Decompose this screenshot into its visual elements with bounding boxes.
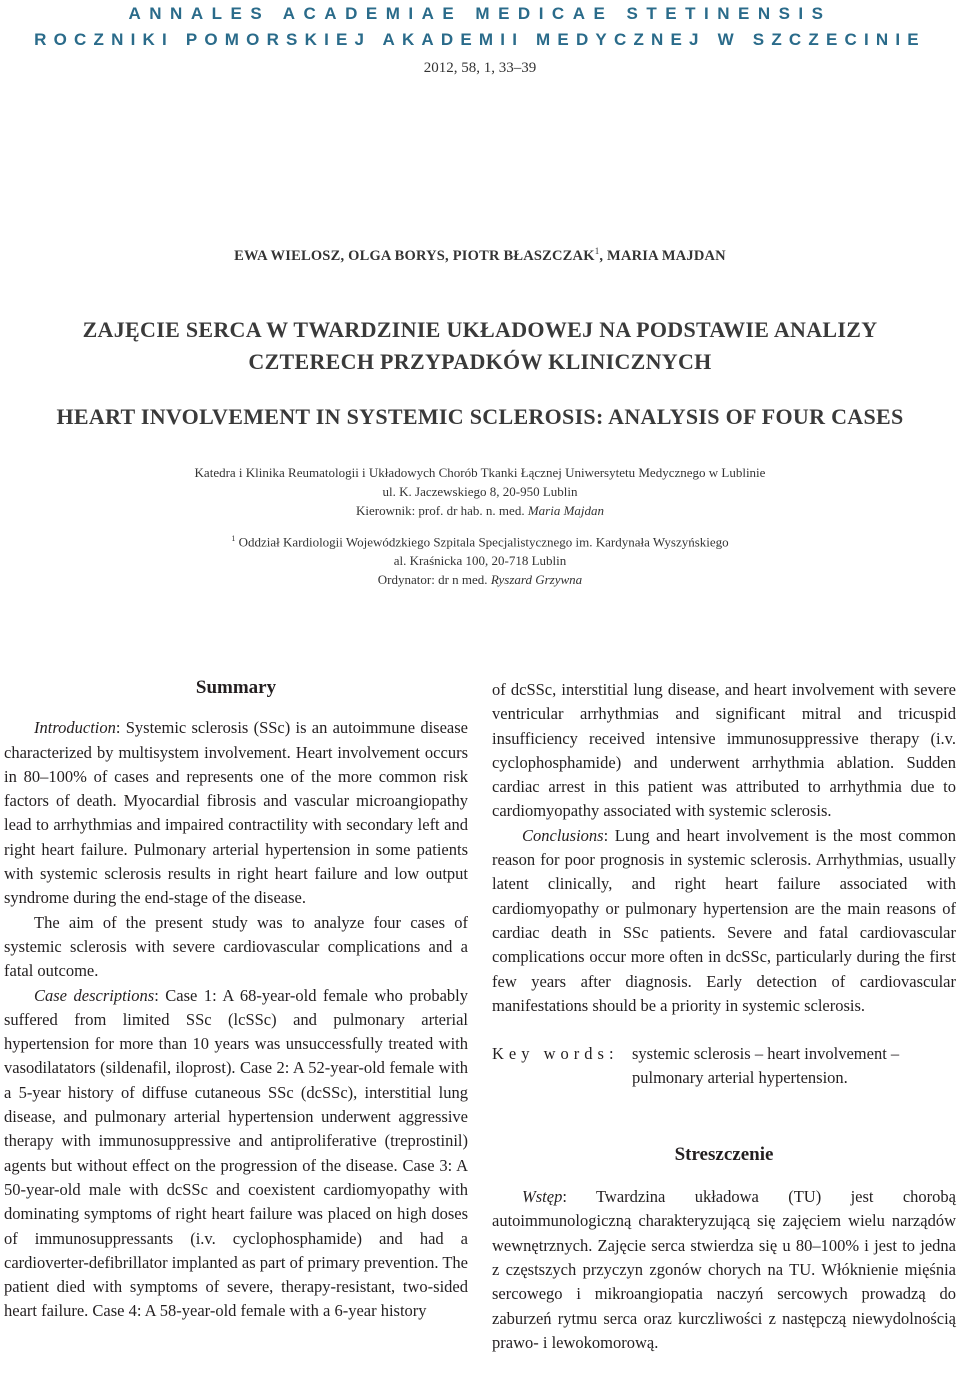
ordynator-title: Ordynator: dr n med. <box>377 572 491 588</box>
right-column <box>492 678 956 1355</box>
authors-part1: EWA WIELOSZ, OLGA BORYS, PIOTR BŁASZCZAK <box>234 247 595 264</box>
keywords <box>492 1042 956 1091</box>
summary-aim: The aim of the present study was to analyze four cases of systemic sclerosis with severe cardiovascular complications and a fatal outcome. <box>4 912 468 981</box>
conclusions-text: : Lung and heart involvement is the most common reason for poor prognosis in systemic sclerosis. Arrhythmias, usually latent clinically, and right heart failure associated with cardiomyopathy or pulmonary hypertension are the main reasons of cardiac death in SSc patients. Severe and fatal cardiovascular complications occur more often in dcSSc, particularly during the first few years after diagnosis. Early detection of cardiovascular manifestations should be a priority in systemic sclerosis. <box>492 825 956 1015</box>
authors-part2: , MARIA MAJDAN <box>599 247 726 264</box>
title-polish-line1: ZAJĘCIE SERCA W TWARDZINIE UKŁADOWEJ NA PODSTAWIE ANALIZY <box>82 317 878 342</box>
title-polish <box>0 314 960 378</box>
keywords-text: systemic sclerosis – heart involvement – pulmonary arterial hypertension. <box>632 1044 900 1088</box>
wstep-text: : Twardzina układowa (TU) jest chorobą autoimmunologiczną charakteryzującą się zajęciem wielu narządów wewnętrznych. Zajęcie serca stwierdza się u 80–100% i jest to jedna z częstszych przyczyn zgonów chorych na TU. Włóknienie mięśnia sercowego i mikroangiopatia naczyń sercowych prowadzą do zaburzeń rytmu serca oraz kurczliwości z następczą niewydolnością prawo- i lewokomorową. <box>492 1187 956 1352</box>
summary-conclusions <box>492 824 956 1018</box>
conclusions-label: Conclusions <box>522 825 604 845</box>
affiliation-primary-line1: Katedra i Klinika Reumatologii i Układowych Chorób Tkanki Łącznej Uniwersytetu Medycznego w Lublinie <box>194 465 766 480</box>
head-title: Kierownik: prof. dr hab. n. med. <box>355 503 528 518</box>
left-column <box>4 676 468 1324</box>
ordynator-name: Ryszard Grzywna <box>490 572 583 588</box>
journal-volume: 2012, 58, 1, 33–39 <box>423 60 537 76</box>
streszczenie-heading: Streszczenie <box>674 1143 774 1165</box>
affiliation-primary-head <box>0 501 960 520</box>
summary-cases-continued: of dcSSc, interstitial lung disease, and heart involvement with severe ventricular arrhythmias and significant mitral and tricuspid insufficiency received intensive immunosuppressive therapy (i.v. cyclophosphamide) and underwent arrhythmia ablation. Sudden cardiac arrest in this patient was attributed to arrhythmia due to cardiomyopathy associated with systemic sclerosis. <box>492 680 956 821</box>
journal-title-polish: ROCZNIKI POMORSKIEJ AKADEMII MEDYCZNEJ W SZCZECINIE <box>34 30 926 49</box>
head-name: Maria Majdan <box>527 503 605 518</box>
affiliation-mark: 1 <box>231 534 236 543</box>
affiliation-secondary-line1 <box>0 529 960 551</box>
title-polish-line2: CZTERECH PRZYPADKÓW KLINICZNYCH <box>248 349 712 374</box>
cases-label: Case descriptions <box>34 985 155 1005</box>
summary-introduction <box>4 716 468 910</box>
affiliation-secondary-line2: al. Kraśnicka 100, 20-718 Lublin <box>393 553 567 569</box>
streszczenie-introduction <box>492 1185 956 1355</box>
affiliation-primary-line2: ul. K. Jaczewskiego 8, 20-950 Lublin <box>382 484 578 499</box>
journal-title-latin: ANNALES ACADEMIAE MEDICAE STETINENSIS <box>128 4 832 23</box>
introduction-text: : Systemic sclerosis (SSc) is an autoimmune disease characterized by multisystem involvement. Heart involvement occurs in 80–100% of cases and represents one of the more common risk factors of death. Myocardial fibrosis and vascular microangiopathy lead to arrhythmias and impaired contractility with secondary left and right heart failure. Pulmonary arterial hypertension in some patients with systemic sclerosis results in right heart failure and low output syndrome during the end-stage of the disease. <box>4 718 468 908</box>
author-list <box>0 246 960 265</box>
summary-heading: Summary <box>195 677 277 698</box>
author-affiliation-mark: 1 <box>594 246 600 256</box>
keywords-label: Key words: <box>492 1044 619 1064</box>
summary-cases <box>4 984 468 1324</box>
affiliation-secondary-text: Oddział Kardiologii Wojewódzkiego Szpitala Specjalistycznego im. Kardynała Wyszyńskiego <box>235 534 729 550</box>
affiliation-secondary <box>0 529 960 589</box>
title-english: HEART INVOLVEMENT IN SYSTEMIC SCLEROSIS: ANALYSIS OF FOUR CASES <box>56 404 904 429</box>
wstep-label: Wstęp <box>522 1187 563 1207</box>
introduction-label: Introduction <box>34 718 116 738</box>
affiliation-primary <box>0 463 960 520</box>
affiliation-secondary-head <box>0 570 960 589</box>
cases-text: : Case 1: A 68-year-old female who probably suffered from limited SSc (lcSSc) and pulmonary arterial hypertension for more than 10 years was unsuccessfully treated with vasodilatators (sildenafil, iloprost). Case 2: A 52-year-old female with a 5-year history of diffuse cutaneous SSc (dcSSc), interstitial lung disease, and pulmonary arterial hypertension underwent aggressive therapy with immunosuppressive and antiproliferative (treprostinil) agents but without effect on the progression of the disease. Case 3: A 50-year-old male with dcSSc and coexistent cardiomyopathy with dominating symptoms of right heart failure was placed on high doses of immunosuppressants (i.v. cyclophosphamide) and had a cardioverter-defibrillator implanted as part of primary prevention. The patient died with symptoms of severe, therapy-resistant, two-sided heart failure. Case 4: A 58-year-old female with a 6-year history <box>4 985 468 1321</box>
